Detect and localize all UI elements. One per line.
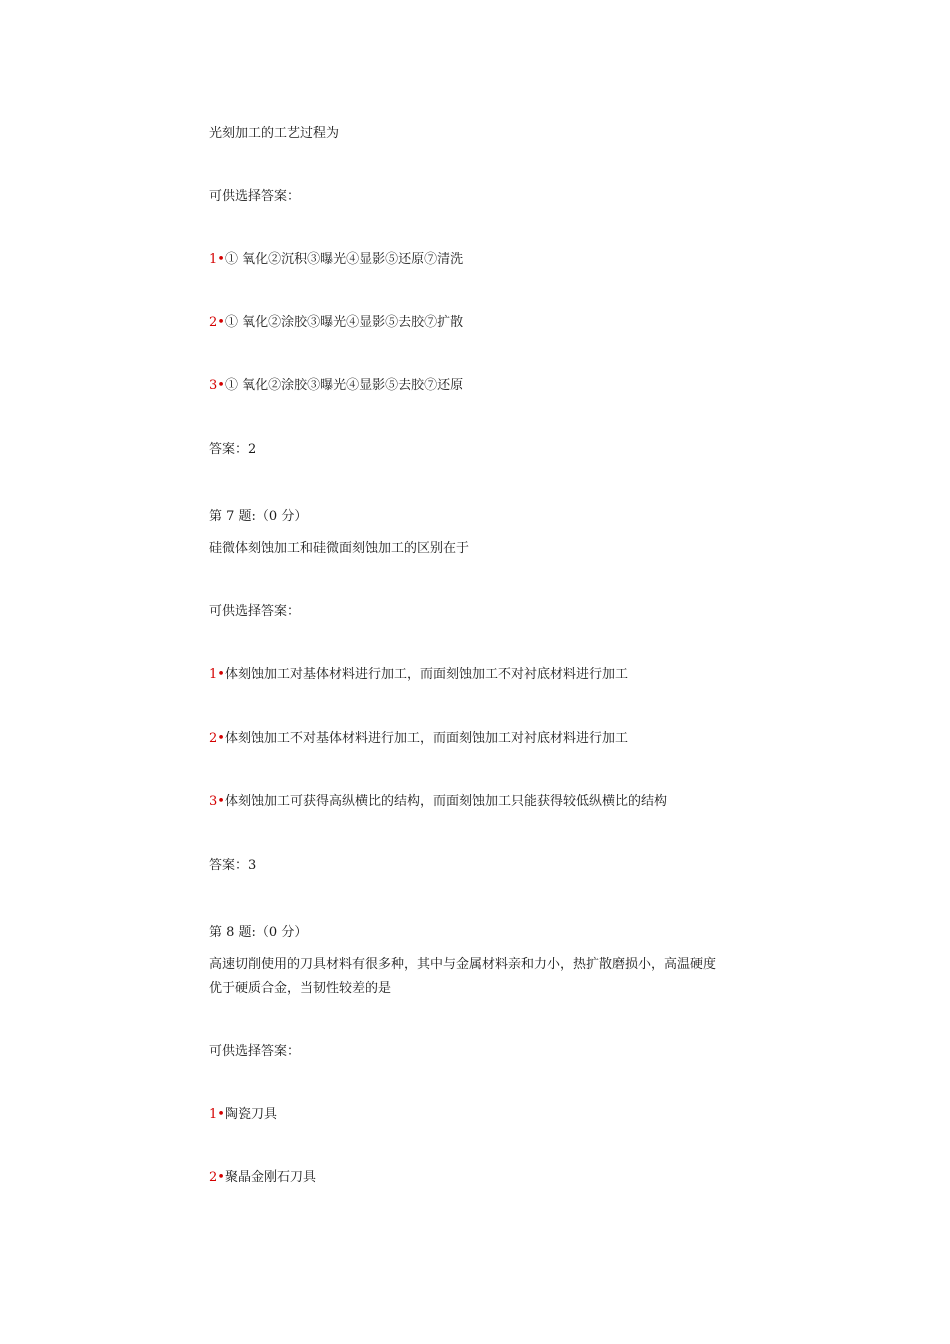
answer-line: 答案：3 bbox=[209, 858, 257, 873]
option-item bbox=[209, 250, 729, 270]
option-text: 陶瓷刀具 bbox=[224, 1107, 277, 1122]
choices-label: 可供选择答案： bbox=[209, 189, 301, 204]
question-stem: 高速切削使用的刀具材料有很多种，其中与金属材料亲和力小，热扩散磨损小，高温硬度优于硬质合金，当韧性较差的是 bbox=[209, 957, 717, 996]
option-number: 2• bbox=[209, 1170, 225, 1185]
option-text: ① 氧化②涂胶③曝光④显影⑤去胶⑦扩散 bbox=[224, 315, 464, 330]
choices-label: 可供选择答案： bbox=[209, 1044, 301, 1059]
option-text: 体刻蚀加工不对基体材料进行加工，而面刻蚀加工对衬底材料进行加工 bbox=[224, 731, 628, 746]
answer-line: 答案：2 bbox=[209, 442, 257, 457]
option-number: 1• bbox=[209, 252, 225, 267]
option-number: 3• bbox=[209, 794, 225, 809]
option-item bbox=[209, 729, 729, 749]
option-text: 体刻蚀加工可获得高纵横比的结构，而面刻蚀加工只能获得较低纵横比的结构 bbox=[224, 794, 667, 809]
option-number: 2• bbox=[209, 315, 225, 330]
option-number: 1• bbox=[209, 1107, 225, 1122]
option-item bbox=[209, 376, 729, 396]
option-item bbox=[209, 665, 729, 685]
option-item bbox=[209, 313, 729, 333]
option-number: 2• bbox=[209, 731, 225, 746]
option-text: ① 氧化②涂胶③曝光④显影⑤去胶⑦还原 bbox=[224, 378, 464, 393]
option-number: 1• bbox=[209, 667, 225, 682]
question-stem: 光刻加工的工艺过程为 bbox=[209, 126, 340, 141]
question-header: 第 7 题:（0 分） bbox=[209, 509, 308, 524]
question-stem: 硅微体刻蚀加工和硅微面刻蚀加工的区别在于 bbox=[209, 541, 470, 556]
option-item bbox=[209, 1105, 729, 1125]
question-header: 第 8 题:（0 分） bbox=[209, 925, 308, 940]
option-text: 体刻蚀加工对基体材料进行加工，而面刻蚀加工不对衬底材料进行加工 bbox=[224, 667, 628, 682]
option-item bbox=[209, 1168, 729, 1188]
option-text: ① 氧化②沉积③曝光④显影⑤还原⑦清洗 bbox=[224, 252, 464, 267]
option-text: 聚晶金刚石刀具 bbox=[224, 1170, 316, 1185]
choices-label: 可供选择答案： bbox=[209, 604, 301, 619]
option-item bbox=[209, 792, 729, 812]
option-number: 3• bbox=[209, 378, 225, 393]
